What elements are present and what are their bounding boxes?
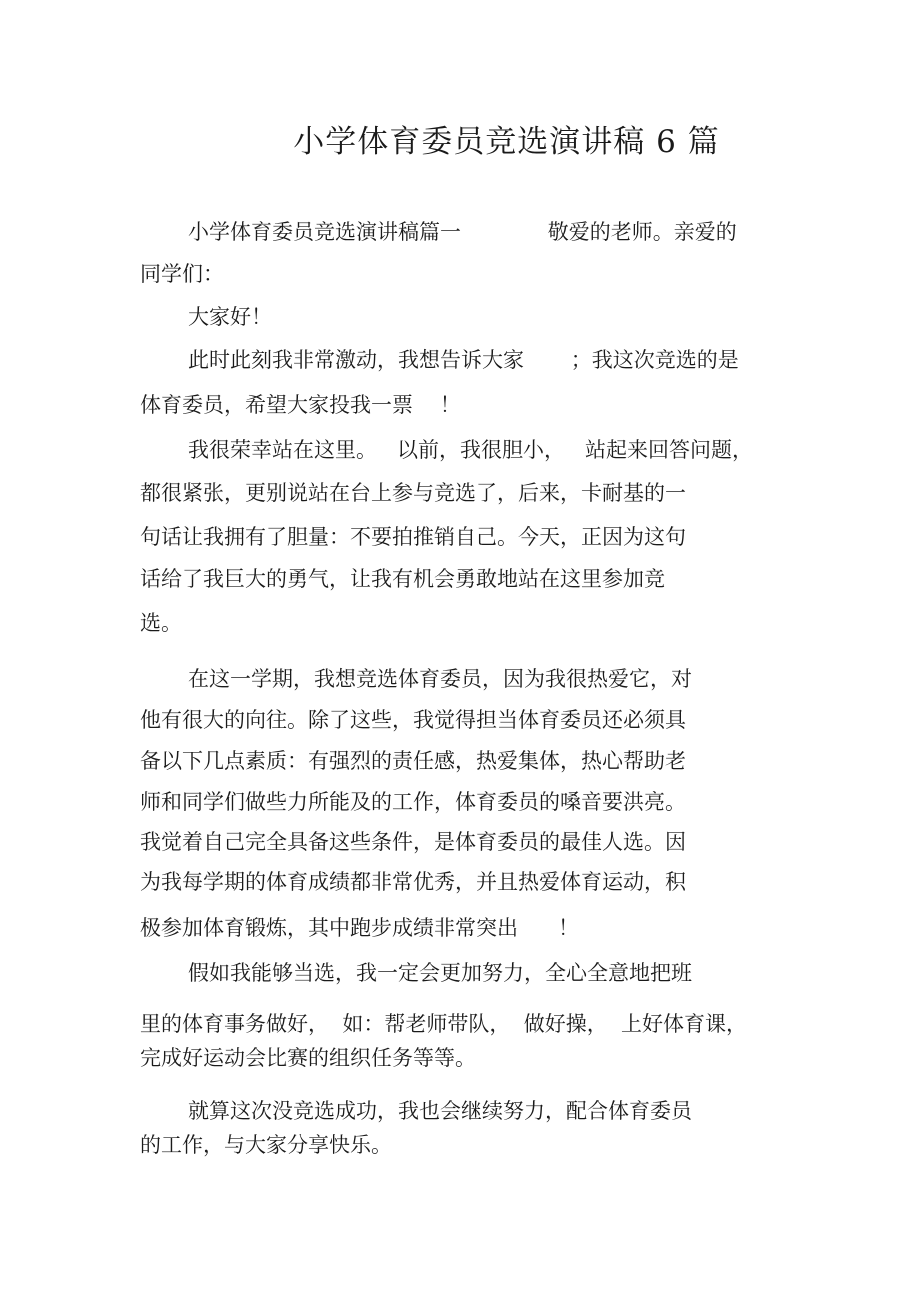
text-line: 的工作，与大家分享快乐。 [140,1133,392,1157]
text-line: 体育委员，希望大家投我一票 ！ [140,393,461,417]
document-title: 小学体育委员竞选演讲稿 6 篇 [293,124,720,160]
text-line: 为我每学期的体育成绩都非常优秀，并且热爱体育运动，积 [140,870,686,894]
text-line: 大家好！ [188,305,272,329]
text-line: 小学体育委员竞选演讲稿篇一 敬爱的老师。亲爱的 [188,220,737,244]
text-line: 极参加体育锻炼，其中跑步成绩非常突出 ！ [140,916,580,940]
text-line: 他有很大的向往。除了这些，我觉得担当体育委员还必须具 [140,708,686,732]
text-line: 选。 [140,611,182,635]
text-line: 在这一学期，我想竞选体育委员，因为我很热爱它，对 [188,667,692,691]
text-line: 句话让我拥有了胆量：不要拍推销自己。今天，正因为这句 [140,525,686,549]
text-line: 此时此刻我非常激动，我想告诉大家 ；我这次竞选的是 [188,348,739,372]
text-line: 都很紧张，更别说站在台上参与竞选了，后来，卡耐基的一 [140,481,686,505]
text-line: 我觉着自己完全具备这些条件，是体育委员的最佳人选。因 [140,830,686,854]
text-line: 备以下几点素质：有强烈的责任感，热爱集体，热心帮助老 [140,749,686,773]
text-line: 师和同学们做些力所能及的工作，体育委员的嗓音要洪亮。 [140,790,686,814]
text-line: 就算这次没竞选成功，我也会继续努力，配合体育委员 [188,1099,692,1123]
text-line: 话给了我巨大的勇气，让我有机会勇敢地站在这里参加竞 [140,567,665,591]
text-line: 里的体育事务做好， 如：帮老师带队， 做好操， 上好体育课， [140,1012,748,1036]
text-line: 我很荣幸站在这里。 以前，我很胆小， 站起来回答问题， [188,438,754,462]
text-line: 同学们： [140,262,224,286]
text-line: 完成好运动会比赛的组织任务等等。 [140,1046,476,1070]
text-line: 假如我能够当选，我一定会更加努力，全心全意地把班 [188,961,692,985]
